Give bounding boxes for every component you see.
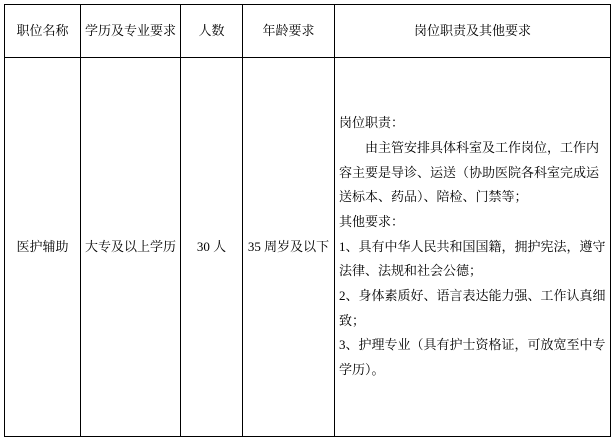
duty-line-heading-other: 其他要求： — [339, 213, 405, 229]
table-header — [5, 5, 611, 58]
column-header-number: 人数 — [181, 5, 243, 58]
column-header-duty: 岗位职责及其他要求 — [335, 5, 611, 58]
table-row — [5, 58, 611, 437]
column-header-title: 职位名称 — [5, 5, 81, 58]
cell-job-title: 医护辅助 — [5, 58, 81, 437]
cell-number: 30 人 — [181, 58, 243, 437]
cell-duty — [335, 58, 611, 437]
duty-line-requirement-3: 3、护理专业（具有护士资格证，可放宽至中专学历）。 — [339, 337, 606, 378]
column-header-age: 年龄要求 — [243, 5, 335, 58]
cell-age: 35 周岁及以下 — [243, 58, 335, 437]
table-body — [5, 58, 611, 437]
duty-line-responsibility-detail: 由主管安排具体科室及工作岗位，工作内容主要是导诊、运送（协助医院各科室完成运送标本、药品）、陪检、门禁等； — [339, 139, 600, 205]
duty-line-requirement-2: 2、身体素质好、语言表达能力强、工作认真细致； — [339, 288, 606, 328]
duty-line-heading-responsibility: 岗位职责： — [339, 115, 405, 131]
duty-line-requirement-1: 1、具有中华人民共和国国籍，拥护宪法，遵守法律、法规和社会公德； — [339, 238, 606, 279]
table-header-row — [5, 5, 611, 58]
job-requirements-table — [4, 4, 611, 437]
column-header-education: 学历及专业要求 — [81, 5, 181, 58]
cell-education: 大专及以上学历 — [81, 58, 181, 437]
